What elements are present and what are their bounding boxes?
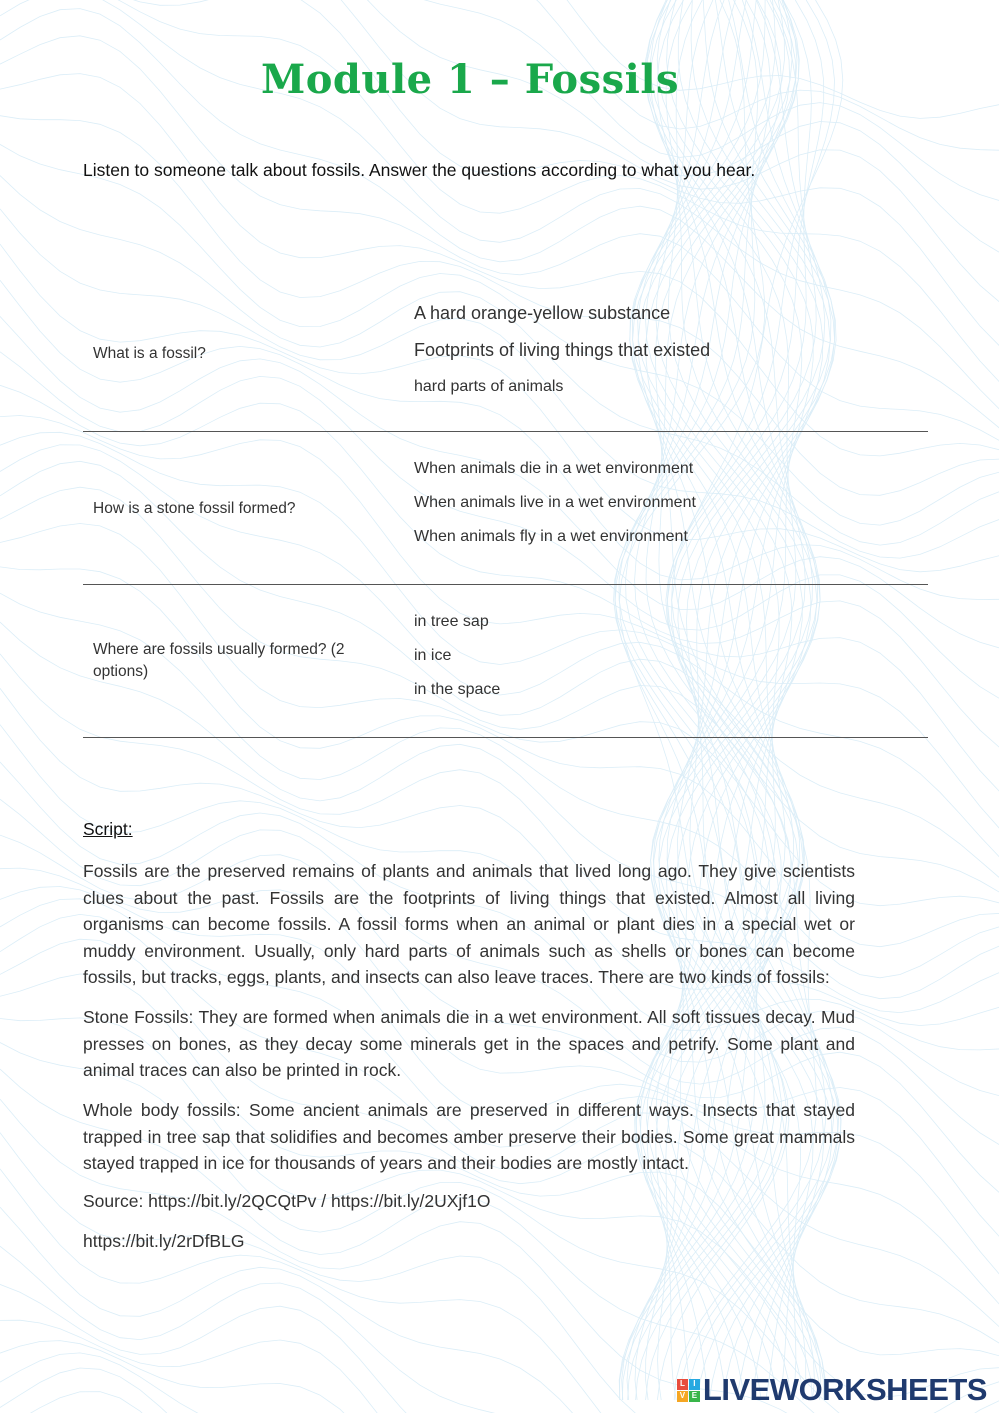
script-paragraph: Stone Fossils: They are formed when animals die in a wet environment. All soft tissues decay. Mud presses on bones, as they decay some minerals get in the spaces and petrify. Some plant and animal traces can also be printed in rock.	[83, 1007, 855, 1080]
answer-option[interactable]: Footprints of living things that existed	[414, 340, 711, 360]
liveworksheets-logo	[677, 1372, 987, 1408]
question-text: How is a stone fossil formed?	[93, 500, 296, 517]
source-link-extra: https://bit.ly/2rDfBLG	[83, 1231, 245, 1251]
instructions: Listen to someone talk about fossils. Answer the questions according to what you hear.	[83, 160, 756, 180]
answer-option[interactable]: in the space	[414, 681, 501, 698]
answer-option[interactable]: in ice	[414, 647, 452, 664]
logo-letter: L	[677, 1379, 688, 1390]
script-paragraph: Whole body fossils: Some ancient animals are preserved in different ways. Insects that stayed trapped in tree sap that solidifies and becomes amber preserve their bodies. Some great mammals stayed trapped in ice for thousands of years and their bodies are mostly intact.	[83, 1100, 855, 1173]
script-heading: Script:	[83, 819, 133, 839]
answer-option[interactable]: When animals fly in a wet environment	[414, 528, 688, 545]
answer-option[interactable]: hard parts of animals	[414, 378, 564, 395]
script-paragraph: Fossils are the preserved remains of plants and animals that lived long ago. They give scientists clues about the past. Fossils are the footprints of living things that existed. Almost all living organisms can become fossils. A fossil forms when an animal or plant dies in a special wet or muddy environment. Usually, only hard parts of animals such as shells or bones can become fossils, but tracks, eggs, plants, and insects can also leave traces. There are two kinds of fossils:	[83, 861, 855, 987]
question-row-3	[83, 585, 928, 738]
answer-option[interactable]: A hard orange-yellow substance	[414, 303, 671, 323]
liveworksheets-mark-icon	[677, 1379, 700, 1402]
source-links: Source: https://bit.ly/2QCQtPv / https://bit.ly/2UXjf1O	[83, 1191, 491, 1211]
answer-option[interactable]: in tree sap	[414, 613, 489, 630]
answer-option[interactable]: When animals die in a wet environment	[414, 460, 694, 477]
logo-letter: V	[677, 1391, 688, 1402]
logo-letter: I	[689, 1379, 700, 1390]
question-text: Where are fossils usually formed? (2 options)	[93, 641, 345, 680]
page-title: Module 1 – Fossils	[260, 56, 680, 103]
brand-name: LIVEWORKSHEETS	[702, 1372, 987, 1407]
question-row-2	[83, 432, 928, 585]
question-row-1	[83, 288, 928, 432]
logo-letter: E	[689, 1391, 700, 1402]
question-text: What is a fossil?	[93, 345, 206, 362]
answer-option[interactable]: When animals live in a wet environment	[414, 494, 696, 511]
